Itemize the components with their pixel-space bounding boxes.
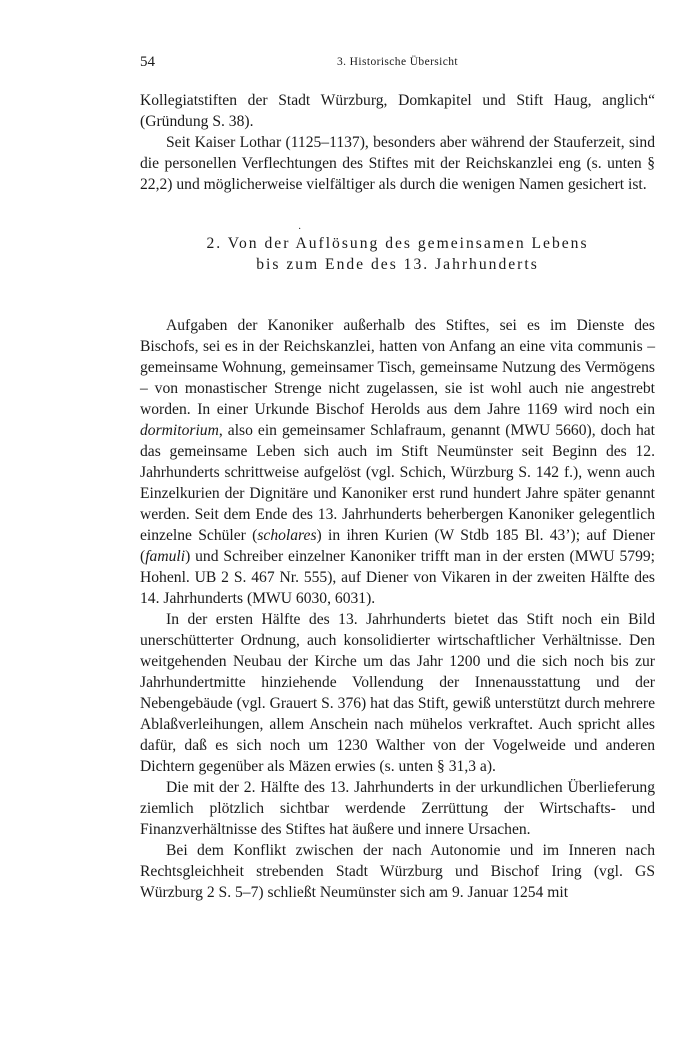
paragraph: Die mit der 2. Hälfte des 13. Jahrhunderts in der urkundlichen Überlieferung ziemlich plötzlich sichtbar werdende Zerrüttung der Wirtschafts- und Finanzverhältnisse des Stiftes hat äußere und innere Ursachen. (140, 779, 655, 838)
page-number: 54 (140, 54, 155, 70)
running-head: 3. Historische Übersicht (336, 56, 459, 68)
section-heading-line: 2. Von der Auflösung des gemeinsamen Lebens (206, 235, 589, 252)
body-text (140, 90, 655, 903)
latin-term: famuli (145, 548, 186, 565)
latin-term: scholares (257, 527, 317, 544)
paragraph: Seit Kaiser Lothar (1125–1137), besonders aber während der Stauferzeit, sind die personellen Verflechtungen des Stiftes mit der Reichskanzlei eng (s. unten § 22,2) und möglicherweise vielfältiger als durch die wenigen Namen gesichert ist. (140, 134, 655, 193)
stray-dot: · (298, 224, 302, 235)
paragraph: In der ersten Hälfte des 13. Jahrhunderts bietet das Stift noch ein Bild unerschütterter Ordnung, auch konsolidierter wirtschaftlicher Verhältnisse. Den weitgehenden Neubau der Kirche um das Jahr 1200 und die sich noch bis zur Jahrhundertmitte hinziehende Vollendung der Innenausstattung und der Nebengebäude (vgl. Grauert S. 376) hat das Stift, gewiß unterstützt durch mehrere Ablaßverleihungen, allem Anschein nach mühelos verkraftet. Auch spricht alles dafür, daß es sich noch um 1230 Walther von der Vogelweide und anderen Dichtern gegenüber als Mäzen erwies (s. unten § 31,3 a). (140, 611, 655, 775)
paragraph: Bei dem Konflikt zwischen der nach Autonomie und im Inneren nach Rechtsgleichheit strebenden Stadt Würzburg und Bischof Iring (vgl. GS Würzburg 2 S. 5–7) schließt Neumünster sich am 9. Januar 1254 mit (140, 842, 655, 901)
latin-term: dormitorium (140, 422, 219, 439)
page-header (140, 54, 655, 74)
section-heading (140, 224, 655, 275)
section-heading-line: bis zum Ende des 13. Jahrhunderts (256, 256, 539, 273)
paragraph: Kollegiatstiften der Stadt Würzburg, Domkapitel und Stift Haug, anglich“ (Gründung S. 38). (140, 92, 655, 130)
paragraph: Aufgaben der Kanoniker außerhalb des Stiftes, sei es im Dienste des Bischofs, sei es in der Reichskanzlei, hatten von Anfang an eine vita communis – gemeinsame Wohnung, gemeinsamer Tisch, gemeinsame Nutzung des Vermögens – von monastischer Strenge nicht zugelassen, sie ist wohl auch nie angestrebt worden. In einer Urkunde Bischof Herolds aus dem Jahre 1169 wird noch ein dormitorium, also ein gemeinsamer Schlafraum, genannt (MWU 5660), doch hat das gemeinsame Leben sich auch im Stift Neumünster seit Beginn des 12. Jahrhunderts schrittweise aufgelöst (vgl. Schich, Würzburg S. 142 f.), wenn auch Einzelkurien der Dignitäre und Kanoniker erst rund hundert Jahre später genannt werden. Seit dem Ende des 13. Jahrhunderts beherbergen Kanoniker gelegentlich einzelne Schüler (scholares) in ihren Kurien (W Stdb 185 Bl. 43’); auf Diener (famuli) und Schreiber einzelner Kanoniker trifft man in der ersten (MWU 5799; Hohenl. UB 2 S. 467 Nr. 555), auf Diener von Vikaren in der zweiten Hälfte des 14. Jahrhunderts (MWU 6030, 6031). (140, 317, 655, 607)
